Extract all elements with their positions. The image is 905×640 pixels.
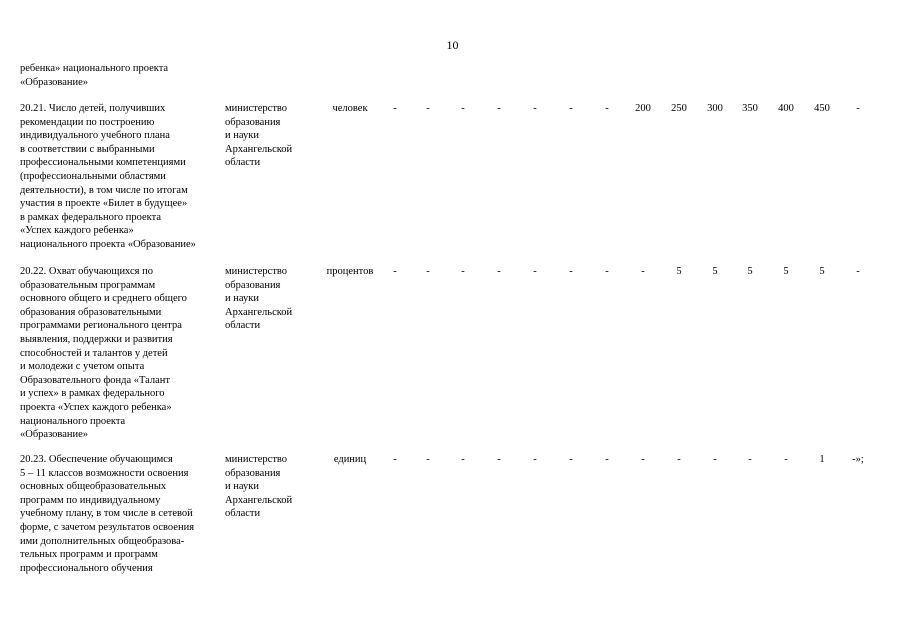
value-cell: 5: [747, 266, 753, 277]
value-cell: -: [856, 103, 860, 114]
value-cell: 200: [635, 103, 651, 114]
value-cell: -: [533, 103, 537, 114]
value-cell: -: [569, 454, 573, 465]
value-cell: -: [497, 454, 501, 465]
value-cell: -: [569, 103, 573, 114]
value-cell: 5: [783, 266, 789, 277]
value-cell: 1: [819, 454, 825, 465]
value-cell: -: [605, 266, 609, 277]
value-cell: -: [461, 266, 465, 277]
value-cell: -: [497, 103, 501, 114]
responsible-org: министерство образования и науки Архангельской области: [225, 266, 293, 332]
value-cell: -: [426, 103, 430, 114]
value-cell: 250: [671, 103, 687, 114]
value-cell: 5: [712, 266, 718, 277]
value-cell: -: [497, 266, 501, 277]
value-cell: -: [641, 454, 645, 465]
value-cell: 5: [676, 266, 682, 277]
continuation-text: ребенка» национального проекта «Образование»: [20, 63, 169, 88]
value-cell: 400: [778, 103, 794, 114]
value-cell: -: [677, 454, 681, 465]
value-cell: -: [393, 454, 397, 465]
value-cell: -: [461, 454, 465, 465]
unit-label: человек: [332, 103, 368, 114]
value-cell: -: [393, 266, 397, 277]
value-cell: -: [713, 454, 717, 465]
responsible-org: министерство образования и науки Архангельской области: [225, 103, 293, 169]
value-cell: -: [426, 266, 430, 277]
value-cell: -: [533, 454, 537, 465]
indicator-text: 20.22. Охват обучающихся по образовательным программам основного общего и среднего общего образования образовательными программами регионального центра выявления, поддержки и развития способностей и талантов у детей и молодежи с учетом опыта Образовательного фонда «Талант и успех» в рамках федерального проекта «Успех каждого ребенка» национального проекта «Образование»: [20, 266, 187, 441]
value-cell: 450: [814, 103, 830, 114]
value-cell: -: [393, 103, 397, 114]
unit-label: процентов: [326, 266, 374, 277]
value-cell: -: [533, 266, 537, 277]
unit-label: единиц: [333, 454, 367, 465]
value-cell: -: [641, 266, 645, 277]
indicator-text: 20.23. Обеспечение обучающимся 5 – 11 классов возможности освоения основных общеобразовательных программ по индивидуальному учебному плану, в том числе в сетевой форме, с зачетом результатов освоения ими дополнительных общеобразова- тельных программ и программ профессионального обучения: [20, 454, 195, 574]
value-cell: -: [605, 454, 609, 465]
value-cell: -: [784, 454, 788, 465]
value-cell: 300: [707, 103, 723, 114]
value-cell: -: [748, 454, 752, 465]
value-cell: 5: [819, 266, 825, 277]
value-cell: -: [426, 454, 430, 465]
value-cell: -: [569, 266, 573, 277]
page-number: 10: [446, 38, 459, 52]
value-cell: -: [605, 103, 609, 114]
value-cell: -»;: [852, 454, 864, 465]
value-cell: -: [461, 103, 465, 114]
value-cell: 350: [742, 103, 758, 114]
responsible-org: министерство образования и науки Архангельской области: [225, 454, 293, 520]
value-cell: -: [856, 266, 860, 277]
indicator-text: 20.21. Число детей, получивших рекомендации по построению индивидуального учебного плана в соответствии с выбранными профессиональными компетенциями (профессиональными областями деятельности), в том числе по итогам участия в проекте «Билет в будущее» в рамках федерального проекта «Успех каждого ребенка» национального проекта «Образование»: [20, 103, 196, 250]
